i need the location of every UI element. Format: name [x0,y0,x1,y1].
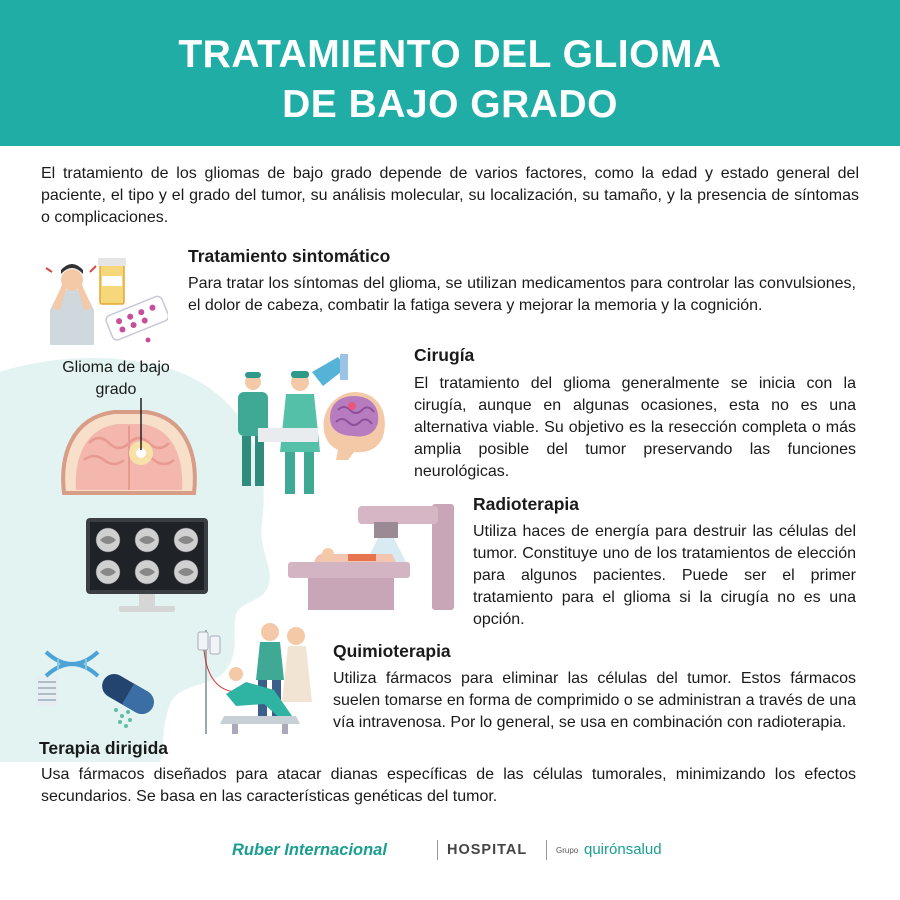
section-text-sintomatico: Para tratar los síntomas del glioma, se utilizan medicamentos para controlar las convulsiones, el dolor de cabeza, combatir la fatiga severa y mejorar la memoria y la cognición. [188,275,856,314]
brain-surgery-icon [318,388,390,460]
radiotherapy-machine-icon [288,500,460,620]
header-banner [0,0,900,146]
brain-scan-icon [54,398,204,498]
quironsalud-logo: quirónsalud [584,841,662,858]
footer-logos [0,836,900,866]
page-title-line-2: DE BAJO GRADO [282,83,618,126]
section-title-quimioterapia: Quimioterapia [333,641,451,661]
ruber-internacional-logo: Ruber Internacional [232,841,387,859]
section-title-radioterapia: Radioterapia [473,494,579,514]
hospital-label: HOSPITAL [447,842,528,858]
dna-capsule-icon [32,646,164,730]
footer-divider [546,840,547,860]
page-title [0,30,900,130]
glioma-label: Glioma de bajo grado [62,359,170,398]
section-text-cirugia: El tratamiento del glioma generalmente se inicia con la cirugía, aunque en algunas ocasiones, esta no es una alternativa viable. Su objetivo es la resección completa o más amplia posible del tumor preservando las funciones neurológicas. [414,375,856,480]
page-title-line-1: TRATAMIENTO DEL GLIOMA [178,33,722,76]
section-text-radioterapia: Utiliza haces de energía para destruir las células del tumor. Constituye uno de los tratamientos de elección para algunos pacientes. Puede ser el primer tratamiento para el glioma si la cirugía no es una opción. [473,523,856,628]
chemotherapy-icon [196,620,328,738]
headache-person-icon [38,250,168,345]
section-text-quimioterapia: Utiliza fármacos para eliminar las células del tumor. Estos fármacos suelen tomarse en forma de comprimido o se administran a través de una vía intravenosa. Por lo general, se usa en combinación con radioterapia. [333,670,856,731]
section-text-terapia-dirigida: Usa fármacos diseñados para atacar dianas específicas de las células tumorales, minimizando los efectos secundarios. Se basa en las características genéticas del tumor. [41,766,856,805]
mri-monitor-icon [84,516,210,614]
section-title-terapia-dirigida: Terapia dirigida [39,738,169,758]
intro-paragraph: El tratamiento de los gliomas de bajo grado depende de varios factores, como la edad y estado general del paciente, el tipo y el grado del tumor, su análisis molecular, su localización, su tamaño, y la presencia de síntomas o complicaciones. [41,165,859,226]
section-title-sintomatico: Tratamiento sintomático [188,246,391,266]
grupo-label: Grupo [556,846,579,855]
section-title-cirugia: Cirugía [414,345,475,365]
footer-divider [437,840,438,860]
